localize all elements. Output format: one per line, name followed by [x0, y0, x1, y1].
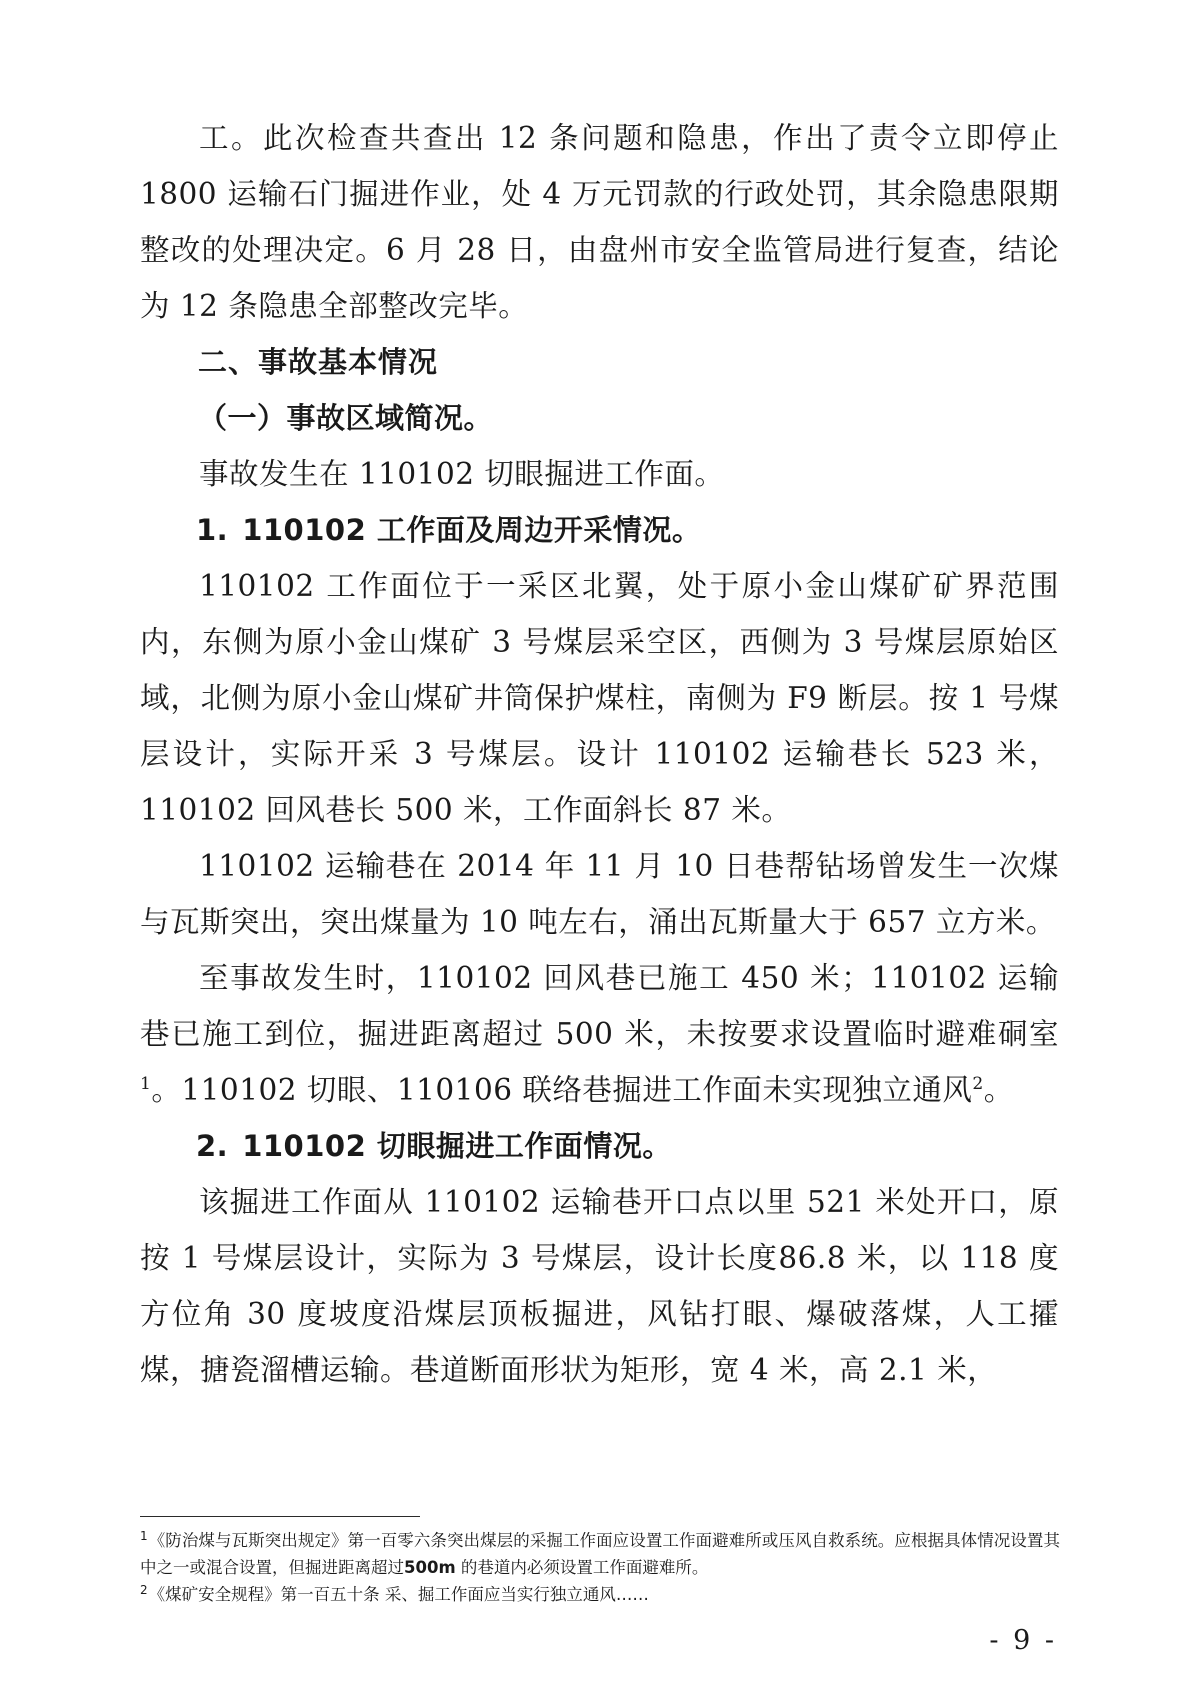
- section-heading-accident-overview: 二、事故基本情况: [198, 345, 439, 379]
- footnote-ref-1: 1: [140, 1074, 152, 1095]
- paragraph-working-face-location: 110102 工作面位于一采区北翼，处于原小金山煤矿矿界范围内，东侧为原小金山煤矿 3 号煤层采空区，西侧为 3 号煤层原始区域，北侧为原小金山煤矿井筒保护煤柱，南侧为 F9 断层。按 1 号煤层设计，实际开采 3 号煤层。设计 110102 运输巷长 523 米，110102 回风巷长 500 米，工作面斜长 87 米。: [140, 569, 1059, 827]
- paragraph-at-accident-time: [140, 950, 1059, 1118]
- paragraph-inspection-summary: 工。此次检查共查出 12 条问题和隐患，作出了责令立即停止 1800 运输石门掘进作业，处 4 万元罚款的行政处罚，其余隐患限期整改的处理决定。6 月 28 日，由盘州市安全监管局进行复查，结论为 12 条隐患全部整改完毕。: [140, 121, 1059, 323]
- footnote-1: [140, 1527, 1060, 1581]
- footnote-1-mark: 1: [140, 1528, 148, 1543]
- numbered-heading-2: [140, 1118, 1059, 1174]
- numbered-heading-2-text: 110102 切眼掘进工作面情况。: [242, 1129, 672, 1163]
- footnote-1-text-a: 《防治煤与瓦斯突出规定》第一百零六条突出煤层的采掘工作面应设置工作面避难所或压风自救系统。应根据具体情况设置其中之一或混合设置，但掘进距离超过: [140, 1531, 1060, 1577]
- footnote-1-text-b: 的巷道内必须设置工作面避难所。: [455, 1558, 709, 1577]
- subsection-heading-area-overview: （一）事故区域简况。: [198, 401, 494, 435]
- paragraph-accident-location: 事故发生在 110102 切眼掘进工作面。: [199, 457, 725, 491]
- paragraph-at-accident-time-part1: 至事故发生时，110102 回风巷已施工 450 米；110102 运输巷已施工到位，掘进距离超过 500 米，未按要求设置临时避难硐室: [140, 961, 1059, 1051]
- footnote-2-text: 《煤矿安全规程》第一百五十条 采、掘工作面应当实行独立通风……: [148, 1585, 649, 1604]
- numbered-heading-1: [140, 502, 1059, 558]
- numbered-heading-2-number: 2.: [196, 1129, 229, 1163]
- page-number: - 9 -: [989, 1625, 1057, 1656]
- paragraph-cut-eye-face-details: 该掘进工作面从 110102 运输巷开口点以里 521 米处开口，原按 1 号煤层设计，实际为 3 号煤层，设计长度86.8 米，以 118 度方位角 30 度坡度沿煤层顶板掘进，风钻打眼、爆破落煤，人工攉煤，搪瓷溜槽运输。巷道断面形状为矩形，宽 4 米，高 2.1 米，: [140, 1185, 1059, 1387]
- footnote-ref-2: 2: [972, 1074, 984, 1095]
- numbered-heading-1-text: 110102 工作面及周边开采情况。: [242, 513, 702, 547]
- document-body: [140, 110, 1059, 1398]
- footnote-2-mark: 2: [140, 1582, 148, 1597]
- footnote-divider: [140, 1516, 420, 1517]
- paragraph-gas-outburst-history: 110102 运输巷在 2014 年 11 月 10 日巷帮钻场曾发生一次煤与瓦斯突出，突出煤量为 10 吨左右，涌出瓦斯量大于 657 立方米。: [140, 849, 1059, 939]
- paragraph-at-accident-time-part3: 。: [983, 1073, 1014, 1107]
- numbered-heading-1-number: 1.: [196, 513, 229, 547]
- paragraph-at-accident-time-part2: 。110102 切眼、110106 联络巷掘进工作面未实现独立通风: [151, 1073, 973, 1107]
- footnote-2: [140, 1581, 1060, 1608]
- footnote-1-text-bold: 500m: [404, 1558, 456, 1577]
- footnote-area: [140, 1516, 1060, 1608]
